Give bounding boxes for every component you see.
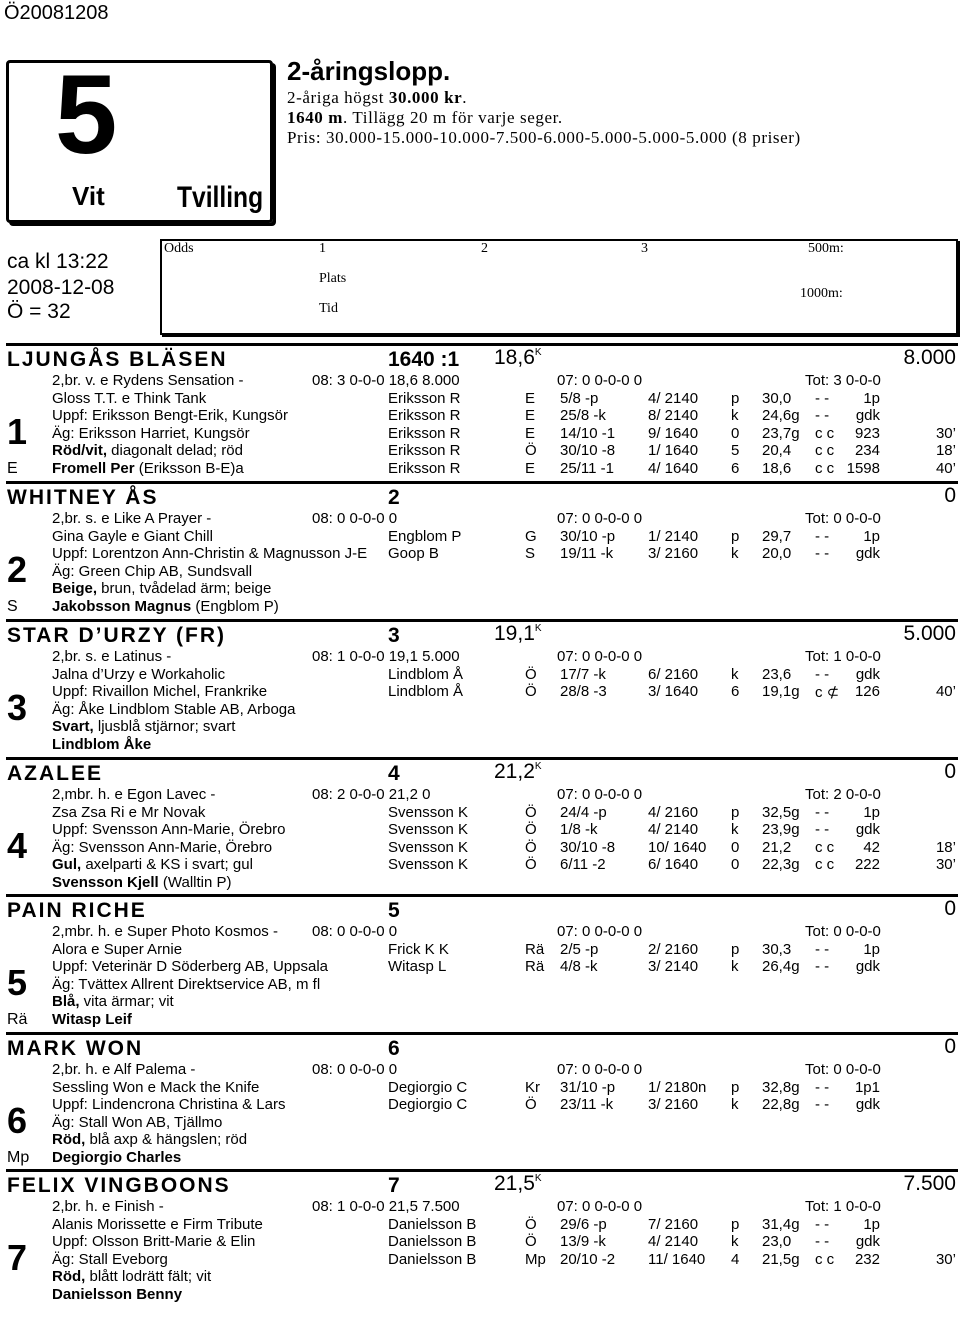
plats-label: Plats [319,271,347,286]
total-prize: 7.500 [903,1172,956,1195]
start-cell: c c [815,856,835,873]
start-cell: 23,7g [762,424,800,442]
start-cell: 6/11 -2 [560,856,606,873]
post-number: 4 [7,824,28,866]
stats-total: Tot: 0 0-0-0 [805,923,881,940]
race-number: 5 [55,52,118,177]
start-cell: 23,0 [762,1233,792,1250]
pedigree-line: Beige, brun, tvådelad ärm; beige [52,580,272,597]
start-cell: - - [815,940,830,958]
stats-2007: 07: 0 0-0-0 0 [557,510,643,527]
pedigree-line: Witasp Leif [52,1010,132,1028]
pedigree-line: Uppf: Lorentzon Ann-Christin & Magnusson J-E [52,545,368,562]
start-time: ca kl 13:22 [7,250,109,273]
stats-2008: 08: 1 0-0-0 21,5 7.500 [312,1198,460,1215]
start-cell: E [525,407,536,424]
stats-2008: 08: 1 0-0-0 19,1 5.000 [312,648,460,665]
odds-col-2: 2 [481,241,488,256]
post-number: 6 [7,1099,28,1141]
start-cell: 30,3 [762,940,792,958]
start-cell: 3/ 1640 [648,683,699,700]
pedigree-line: Röd/vit, diagonalt delad; röd [52,442,243,459]
start-cell: 222 [854,856,880,873]
start-cell: 19/11 -k [560,545,614,562]
start-cell: 30’ [935,856,956,873]
start-cell: 1p [863,803,880,821]
start-cell: c c [815,1250,835,1268]
pedigree-line: Uppf: Rivaillon Michel, Frankrike [52,683,268,700]
pedigree-line: Svart, ljusblå stjärnor; svart [52,718,236,735]
start-cell: 6/ 1640 [648,856,699,873]
start-cell: 1/ 1640 [648,442,699,459]
start-cell: 40’ [935,683,956,700]
start-cell: 42 [863,838,880,856]
stats-total: Tot: 1 0-0-0 [805,1198,881,1215]
horse-info: 2,br. v. e Rydens Sensation - [52,372,244,389]
start-cell: - - [815,1233,830,1250]
start-cell: 10/ 1640 [648,838,707,856]
start-cell: S [525,545,536,562]
total-prize: 8.000 [903,346,956,369]
start-cell: c c [815,838,835,856]
start-cell: 25/11 -1 [560,459,614,477]
start-cell: 1p [863,389,880,407]
best-record: $21,5^K$ [494,1172,542,1195]
start-position: 1640 :1 [388,348,460,371]
start-cell: k [731,958,739,975]
horse-info: 2,br. s. e Latinus - [52,648,172,665]
pedigree-line: Äg: Tvättex Allrent Direktservice AB, m fl [52,975,321,993]
pedigree-line: Uppf: Veterinär D Söderberg AB, Uppsala [52,958,328,975]
start-cell: 126 [854,683,880,700]
start-cell: 6/ 2160 [648,665,699,683]
start-cell: - - [815,545,830,562]
start-cell: 5 [731,442,740,459]
start-cell: 22,3g [762,856,800,873]
start-cell: 0 [731,856,740,873]
start-cell: 17/7 -k [560,665,606,683]
start-cell: 7/ 2160 [648,1215,699,1233]
stats-2008: 08: 0 0-0-0 0 [312,510,398,527]
start-cell: Goop B [388,545,439,562]
pedigree-line: Äg: Åke Lindblom Stable AB, Arboga [52,700,296,718]
post-number: 5 [7,961,28,1003]
stats-2007: 07: 0 0-0-0 0 [557,1198,643,1215]
start-cell: 8/ 2140 [648,407,699,424]
start-cell: gdk [855,545,880,562]
pedigree-line: Jakobsson Magnus (Engblom P) [52,597,279,615]
start-cell: Ö [525,1233,537,1250]
start-cell: p [731,940,740,958]
stats-total: Tot: 2 0-0-0 [805,786,881,803]
program-code: Ö20081208 [4,2,109,24]
start-cell: 4/8 -k [560,958,598,975]
odds-col-1: 1 [319,241,326,256]
race-title: 2-åringslopp. [287,56,451,86]
start-cell: 26,4g [762,958,800,975]
pedigree-line: Fromell Per (Eriksson B-E)a [52,459,244,477]
start-cell: 2/ 2160 [648,940,699,958]
start-cell: 1/ 2180n [648,1078,707,1096]
stats-2007: 07: 0 0-0-0 0 [557,372,643,389]
horse-info: 2,mbr. h. e Super Photo Kosmos - [52,923,278,940]
race-info-line: 1640 m. Tillägg 20 m för varje seger. [287,108,563,127]
start-cell: Rä [525,940,545,958]
pedigree-line: Gina Gayle e Giant Chill [52,527,213,545]
stats-2007: 07: 0 0-0-0 0 [557,923,643,940]
stats-total: Tot: 0 0-0-0 [805,1061,881,1078]
start-cell: 40’ [935,459,956,477]
tid-label: Tid [319,301,338,316]
pedigree-line: Jalna d’Urzy e Workaholic [52,665,226,683]
start-cell: 18,6 [762,459,792,477]
start-cell: 30/10 -8 [560,838,616,856]
start-cell: - - [815,389,830,407]
start-cell: 23,6 [762,665,792,683]
pedigree-line: Äg: Eriksson Harriet, Kungsör [52,424,250,442]
start-cell: Danielsson B [388,1215,477,1233]
start-cell: 18’ [935,442,956,459]
best-record: $21,2^K$ [494,760,542,783]
start-cell: 13/9 -k [560,1233,606,1250]
start-cell: gdk [855,665,880,683]
best-record: $19,1^K$ [494,622,542,645]
start-cell: 32,8g [762,1078,800,1096]
start-cell: 923 [854,424,880,442]
start-cell: 20/10 -2 [560,1250,616,1268]
start-cell: Lindblom Å [388,665,464,683]
post-number: 2 [7,548,28,590]
start-cell: Ö [525,442,537,459]
stats-2007: 07: 0 0-0-0 0 [557,786,643,803]
start-cell: Danielsson B [388,1233,477,1250]
start-cell: Eriksson R [388,389,461,407]
start-cell: Eriksson R [388,407,461,424]
pedigree-line: Uppf: Olsson Britt-Marie & Elin [52,1233,256,1250]
start-cell: - - [815,407,830,424]
pedigree-line: Degiorgio Charles [52,1148,182,1166]
race-color: Vit [72,181,105,211]
start-cell: - - [815,803,830,821]
start-cell: 6 [731,683,740,700]
start-cell: p [731,1215,740,1233]
total-prize: 0 [944,897,956,920]
start-position: 4 [388,762,400,785]
start-cell: 4/ 1640 [648,459,699,477]
start-cell: 30,0 [762,389,792,407]
start-cell: 23,9g [762,821,800,838]
start-cell: 4/ 2140 [648,389,699,407]
start-cell: Ö [525,838,537,856]
start-cell: 18’ [935,838,956,856]
total-prize: 0 [944,1035,956,1058]
start-cell: 30/10 -8 [560,442,616,459]
start-cell: 28/8 -3 [560,683,607,700]
start-cell: - - [815,1215,830,1233]
pedigree-line: Äg: Svensson Ann-Marie, Örebro [52,838,273,856]
start-cell: Lindblom Å [388,683,464,700]
start-position: 5 [388,899,400,922]
horse-info: 2,br. s. e Like A Prayer - [52,510,212,527]
stats-2007: 07: 0 0-0-0 0 [557,1061,643,1078]
start-cell: Ö [525,1215,537,1233]
start-cell: 4/ 2160 [648,803,699,821]
total-prize: 0 [944,484,956,507]
pedigree-line: Äg: Green Chip AB, Sundsvall [52,562,253,580]
stats-2008: 08: 0 0-0-0 0 [312,923,398,940]
start-cell: 30’ [935,424,956,442]
stats-2008: 08: 2 0-0-0 21,2 0 [312,786,431,803]
section-divider [6,894,958,897]
start-cell: Eriksson R [388,442,461,459]
start-position: 3 [388,624,400,647]
split-1000m-label: 1000m: [800,286,843,301]
start-position: 7 [388,1174,400,1197]
start-cell: 24/4 -p [560,803,607,821]
start-cell: 4/ 2140 [648,1233,699,1250]
pedigree-line: Alanis Morissette e Firm Tribute [52,1215,263,1233]
start-cell: 22,8g [762,1096,800,1113]
start-cell: Witasp L [388,958,447,975]
start-cell: Svensson K [388,821,469,838]
start-cell: 1/ 2140 [648,527,699,545]
start-cell: Engblom P [388,527,462,545]
stats-total: Tot: 3 0-0-0 [805,372,881,389]
start-position: 6 [388,1037,400,1060]
start-cell: c c [815,442,835,459]
start-cell: 234 [854,442,880,459]
horse-name: WHITNEY ÅS [7,486,159,509]
pedigree-line: Sessling Won e Mack the Knife [52,1078,260,1096]
start-cell: Kr [525,1078,540,1096]
odds-label: Odds [164,241,194,256]
horse-info: 2,br. h. e Alf Palema - [52,1061,196,1078]
start-cell: 31/10 -p [560,1078,616,1096]
start-cell: - - [815,1096,830,1113]
start-cell: 30/10 -p [560,527,616,545]
start-cell: - - [815,1078,830,1096]
race-info-line: 2-åriga högst 30.000 kr. [287,88,468,107]
pedigree-line: Gul, axelparti & KS i svart; gul [52,856,253,873]
start-cell: 0 [731,424,740,442]
pedigree-line: Röd, blått lodrätt fält; vit [52,1268,212,1285]
split-500m-label: 500m: [808,241,844,256]
post-number: 3 [7,686,28,728]
start-cell: gdk [855,821,880,838]
pedigree-line: Lindblom Åke [52,735,152,753]
race-number-box [6,52,273,223]
start-cell: p [731,389,740,407]
start-cell: c c [815,424,835,442]
start-cell: E [525,459,536,477]
start-cell: k [731,1233,739,1250]
stats-total: Tot: 1 0-0-0 [805,648,881,665]
horse-info: 2,br. h. e Finish - [52,1198,164,1215]
start-cell: 6 [731,459,740,477]
start-cell: 20,0 [762,545,792,562]
section-divider [6,1169,958,1172]
start-cell: 21,2 [762,838,792,856]
start-cell: 4/ 2140 [648,821,699,838]
best-record: $18,6^K$ [494,346,542,369]
trainer-code: E [7,459,18,477]
race-prize-line: Pris: 30.000-15.000-10.000-7.500-6.000-5.000-5.000-5.000 (8 priser) [287,128,801,147]
race-type: Tvilling [177,181,264,214]
start-cell: Rä [525,958,545,975]
start-cell: Ö [525,665,537,683]
start-cell: 1p1 [854,1078,880,1096]
total-prize: 0 [944,760,956,783]
start-cell: 29,7 [762,527,792,545]
pedigree-line: Uppf: Svensson Ann-Marie, Örebro [52,821,286,838]
trainer-code: S [7,597,18,615]
horse-name: STAR D’URZY (FR) [7,624,227,647]
start-cell: k [731,1096,739,1113]
start-cell: - - [815,527,830,545]
start-cell: 1598 [846,459,880,477]
start-cell: c c [815,459,835,477]
horse-name: FELIX VINGBOONS [7,1174,231,1197]
start-cell: 3/ 2160 [648,545,699,562]
start-cell: Svensson K [388,838,469,856]
start-cell: 11/ 1640 [648,1250,706,1268]
start-cell: p [731,527,740,545]
start-cell: 3/ 2140 [648,958,699,975]
start-cell: 4 [731,1250,740,1268]
start-cell: k [731,821,739,838]
start-cell: 9/ 1640 [648,424,699,442]
start-cell: 1/8 -k [560,821,598,838]
stats-2008: 08: 0 0-0-0 0 [312,1061,398,1078]
start-cell: Degiorgio C [388,1078,468,1096]
start-cell: Eriksson R [388,459,461,477]
start-cell: E [525,389,536,407]
pedigree-line: Zsa Zsa Ri e Mr Novak [52,803,206,821]
odds-box [160,239,958,335]
start-cell: Ö [525,856,537,873]
start-cell: - - [815,958,830,975]
horse-name: LJUNGÅS BLÄSEN [7,348,228,371]
start-cell: 14/10 -1 [560,424,616,442]
horse-info: 2,mbr. h. e Egon Lavec - [52,786,216,803]
pedigree-line: Uppf: Eriksson Bengt-Erik, Kungsör [52,407,288,424]
start-cell: Ö [525,683,537,700]
horse-name: AZALEE [7,762,103,785]
start-cell: gdk [855,1096,880,1113]
start-cell: 1p [863,527,880,545]
section-divider [6,481,958,484]
start-cell: 232 [854,1250,880,1268]
section-divider [6,1032,958,1035]
start-cell: Ö [525,821,537,838]
start-cell: 25/8 -k [560,407,606,424]
start-cell: Ö [525,803,537,821]
start-cell: 1p [863,1215,880,1233]
pedigree-line: Uppf: Lindencrona Christina & Lars [52,1096,286,1113]
start-cell: 2/5 -p [560,940,599,958]
start-cell: k [731,545,739,562]
pedigree-line: Svensson Kjell (Walltin P) [52,873,232,891]
start-cell: G [525,527,537,545]
stats-total: Tot: 0 0-0-0 [805,510,881,527]
start-cell: k [731,665,739,683]
start-cell: 24,6g [762,407,800,424]
stats-2007: 07: 0 0-0-0 0 [557,648,643,665]
start-cell: Frick K K [388,940,449,958]
start-cell: 29/6 -p [560,1215,607,1233]
race-date: 2008-12-08 [7,276,115,299]
start-cell: 20,4 [762,442,792,459]
start-cell: Eriksson R [388,424,461,442]
start-cell: 1p [863,940,880,958]
section-divider [6,757,958,760]
pedigree-line: Äg: Stall Eveborg [52,1250,168,1268]
start-cell: p [731,803,740,821]
horse-name: PAIN RICHE [7,899,147,922]
section-divider [6,619,958,622]
pedigree-line: Röd, blå axp & hängslen; röd [52,1131,248,1148]
start-position: 2 [388,486,400,509]
start-cell: 3/ 2160 [648,1096,699,1113]
start-cell: 31,4g [762,1215,800,1233]
pedigree-line: Alora e Super Arnie [52,940,183,958]
stats-2008: 08: 3 0-0-0 18,6 8.000 [312,372,460,389]
start-cell: 19,1g [762,683,800,700]
start-cell: gdk [855,407,880,424]
start-cell: - - [815,821,830,838]
start-cell: gdk [855,1233,880,1250]
start-cell: k [731,407,739,424]
start-cell: - - [815,665,830,683]
pedigree-line: Gloss T.T. e Think Tank [52,389,207,407]
start-cell: Mp [525,1250,546,1268]
pedigree-line: Danielsson Benny [52,1285,183,1303]
odds-col-3: 3 [641,241,648,256]
start-cell: gdk [855,958,880,975]
start-cell: 5/8 -p [560,389,599,407]
start-cell: c ⊄ [815,684,840,701]
start-cell: Svensson K [388,803,469,821]
trainer-code: Mp [7,1148,30,1166]
start-cell: Ö [525,1096,537,1113]
post-number: 1 [7,410,28,452]
start-cell: p [731,1078,740,1096]
start-cell: E [525,424,536,442]
pedigree-line: Blå, vita ärmar; vit [52,993,174,1010]
pedigree-line: Äg: Stall Won AB, Tjällmo [52,1113,223,1131]
start-cell: 21,5g [762,1250,800,1268]
horse-name: MARK WON [7,1037,144,1060]
trainer-code: Rä [7,1010,28,1028]
start-cell: 0 [731,838,740,856]
track-value: Ö = 32 [7,300,71,323]
section-divider [6,343,958,346]
start-cell: Degiorgio C [388,1096,468,1113]
start-cell: 32,5g [762,803,800,821]
start-cell: Svensson K [388,856,469,873]
start-cell: Danielsson B [388,1250,477,1268]
start-cell: 23/11 -k [560,1096,614,1113]
post-number: 7 [7,1236,28,1278]
total-prize: 5.000 [903,622,956,645]
start-cell: 30’ [935,1250,956,1268]
